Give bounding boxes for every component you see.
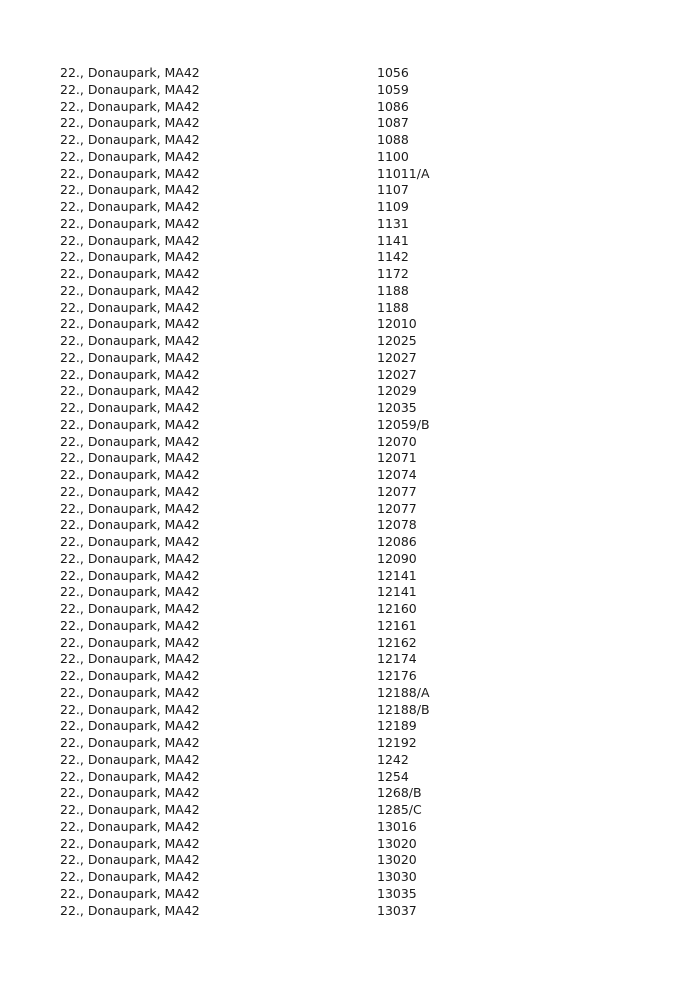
row-number: 1188 [377, 282, 409, 298]
list-row [60, 584, 460, 601]
row-number: 13035 [377, 885, 417, 901]
row-number: 1188 [377, 299, 409, 315]
list-row [60, 886, 460, 903]
row-location: 22., Donaupark, MA42 [60, 785, 200, 801]
list-row [60, 467, 460, 484]
row-number: 1088 [377, 132, 409, 147]
list-row [60, 903, 460, 920]
row-location: 22., Donaupark, MA42 [60, 684, 200, 700]
row-location: 22., Donaupark, MA42 [60, 199, 200, 214]
list-row [60, 501, 460, 518]
list-row [60, 819, 460, 836]
row-location: 22., Donaupark, MA42 [60, 701, 200, 717]
row-number: 1109 [377, 199, 409, 214]
row-location: 22., Donaupark, MA42 [60, 433, 200, 449]
list-row [60, 417, 460, 434]
row-number: 1131 [377, 215, 409, 231]
row-location: 22., Donaupark, MA42 [60, 81, 200, 97]
row-number: 1056 [377, 65, 409, 80]
row-location: 22., Donaupark, MA42 [60, 802, 200, 817]
row-location: 22., Donaupark, MA42 [60, 132, 200, 147]
row-number: 12086 [377, 534, 417, 549]
row-number: 12141 [377, 567, 417, 583]
list-row [60, 785, 460, 802]
list-row [60, 99, 460, 116]
row-location: 22., Donaupark, MA42 [60, 383, 200, 399]
list-row [60, 769, 460, 786]
row-location: 22., Donaupark, MA42 [60, 651, 200, 667]
row-number: 1254 [377, 768, 409, 784]
row-location: 22., Donaupark, MA42 [60, 835, 200, 851]
list-row [60, 802, 460, 819]
row-number: 1285/C [377, 802, 422, 817]
row-number: 12074 [377, 467, 417, 482]
list-row [60, 852, 460, 869]
list-row [60, 635, 460, 652]
list-row [60, 199, 460, 216]
row-number: 1172 [377, 266, 409, 281]
list-row [60, 149, 460, 166]
row-number: 12162 [377, 634, 417, 650]
list-row [60, 869, 460, 886]
row-location: 22., Donaupark, MA42 [60, 567, 200, 583]
row-number: 12192 [377, 735, 417, 750]
row-number: 12077 [377, 500, 417, 516]
row-number: 1100 [377, 148, 409, 164]
list-row [60, 400, 460, 417]
list-row [60, 718, 460, 735]
row-location: 22., Donaupark, MA42 [60, 249, 200, 265]
row-location: 22., Donaupark, MA42 [60, 550, 200, 566]
row-number: 13020 [377, 835, 417, 851]
list-row [60, 484, 460, 501]
list-row [60, 383, 460, 400]
row-number: 1141 [377, 232, 409, 248]
row-number: 12189 [377, 718, 417, 734]
location-number-list [60, 65, 460, 919]
row-location: 22., Donaupark, MA42 [60, 450, 200, 466]
row-number: 13030 [377, 869, 417, 884]
row-location: 22., Donaupark, MA42 [60, 601, 200, 616]
list-row [60, 551, 460, 568]
list-row [60, 166, 460, 183]
row-number: 13037 [377, 902, 417, 918]
row-location: 22., Donaupark, MA42 [60, 316, 200, 332]
row-number: 12160 [377, 601, 417, 616]
row-number: 12059/B [377, 416, 430, 432]
list-row [60, 735, 460, 752]
row-location: 22., Donaupark, MA42 [60, 182, 200, 198]
row-location: 22., Donaupark, MA42 [60, 148, 200, 164]
row-location: 22., Donaupark, MA42 [60, 768, 200, 784]
list-row [60, 668, 460, 685]
list-row [60, 249, 460, 266]
list-row [60, 316, 460, 333]
list-row [60, 434, 460, 451]
row-location: 22., Donaupark, MA42 [60, 349, 200, 365]
row-number: 1107 [377, 182, 409, 198]
row-number: 12090 [377, 550, 417, 566]
row-location: 22., Donaupark, MA42 [60, 366, 200, 382]
row-number: 1059 [377, 81, 409, 97]
row-number: 13016 [377, 818, 417, 834]
row-number: 1142 [377, 249, 409, 265]
list-row [60, 216, 460, 233]
list-row [60, 702, 460, 719]
list-row [60, 115, 460, 132]
list-row [60, 517, 460, 534]
row-number: 12161 [377, 617, 417, 633]
row-number: 12071 [377, 450, 417, 466]
row-location: 22., Donaupark, MA42 [60, 534, 200, 549]
row-location: 22., Donaupark, MA42 [60, 165, 200, 181]
row-location: 22., Donaupark, MA42 [60, 902, 200, 918]
row-location: 22., Donaupark, MA42 [60, 885, 200, 901]
row-location: 22., Donaupark, MA42 [60, 517, 200, 533]
row-number: 12035 [377, 400, 417, 415]
list-row [60, 132, 460, 149]
list-row [60, 752, 460, 769]
row-location: 22., Donaupark, MA42 [60, 818, 200, 834]
row-number: 1086 [377, 98, 409, 114]
list-row [60, 836, 460, 853]
row-location: 22., Donaupark, MA42 [60, 852, 200, 868]
list-row [60, 651, 460, 668]
list-row [60, 266, 460, 283]
row-location: 22., Donaupark, MA42 [60, 869, 200, 884]
row-number: 12188/A [377, 684, 430, 700]
row-number: 12029 [377, 383, 417, 399]
list-row [60, 350, 460, 367]
row-location: 22., Donaupark, MA42 [60, 718, 200, 734]
row-number: 12010 [377, 316, 417, 332]
row-number: 13020 [377, 852, 417, 868]
row-location: 22., Donaupark, MA42 [60, 400, 200, 415]
row-number: 12188/B [377, 701, 430, 717]
list-row [60, 82, 460, 99]
row-location: 22., Donaupark, MA42 [60, 668, 200, 683]
row-location: 22., Donaupark, MA42 [60, 65, 200, 80]
row-location: 22., Donaupark, MA42 [60, 735, 200, 750]
row-location: 22., Donaupark, MA42 [60, 115, 200, 131]
row-number: 12027 [377, 349, 417, 365]
row-location: 22., Donaupark, MA42 [60, 299, 200, 315]
row-location: 22., Donaupark, MA42 [60, 232, 200, 248]
row-number: 12077 [377, 483, 417, 499]
row-number: 1087 [377, 115, 409, 131]
list-row [60, 283, 460, 300]
list-row [60, 534, 460, 551]
row-location: 22., Donaupark, MA42 [60, 266, 200, 281]
list-row [60, 568, 460, 585]
row-number: 1242 [377, 751, 409, 767]
row-location: 22., Donaupark, MA42 [60, 483, 200, 499]
row-location: 22., Donaupark, MA42 [60, 333, 200, 348]
row-location: 22., Donaupark, MA42 [60, 500, 200, 516]
list-row [60, 182, 460, 199]
list-row [60, 233, 460, 250]
row-location: 22., Donaupark, MA42 [60, 215, 200, 231]
list-row [60, 618, 460, 635]
row-location: 22., Donaupark, MA42 [60, 416, 200, 432]
list-row [60, 601, 460, 618]
row-number: 12027 [377, 366, 417, 382]
row-location: 22., Donaupark, MA42 [60, 751, 200, 767]
list-row [60, 65, 460, 82]
row-number: 11011/A [377, 165, 430, 181]
row-number: 12025 [377, 333, 417, 348]
list-row [60, 685, 460, 702]
row-location: 22., Donaupark, MA42 [60, 584, 200, 600]
row-location: 22., Donaupark, MA42 [60, 282, 200, 298]
row-number: 12176 [377, 668, 417, 683]
list-row [60, 450, 460, 467]
list-row [60, 333, 460, 350]
row-number: 12174 [377, 651, 417, 667]
row-location: 22., Donaupark, MA42 [60, 467, 200, 482]
list-row [60, 367, 460, 384]
row-number: 1268/B [377, 785, 422, 801]
row-location: 22., Donaupark, MA42 [60, 617, 200, 633]
row-number: 12078 [377, 517, 417, 533]
list-row [60, 300, 460, 317]
row-number: 12141 [377, 584, 417, 600]
row-location: 22., Donaupark, MA42 [60, 634, 200, 650]
row-location: 22., Donaupark, MA42 [60, 98, 200, 114]
row-number: 12070 [377, 433, 417, 449]
